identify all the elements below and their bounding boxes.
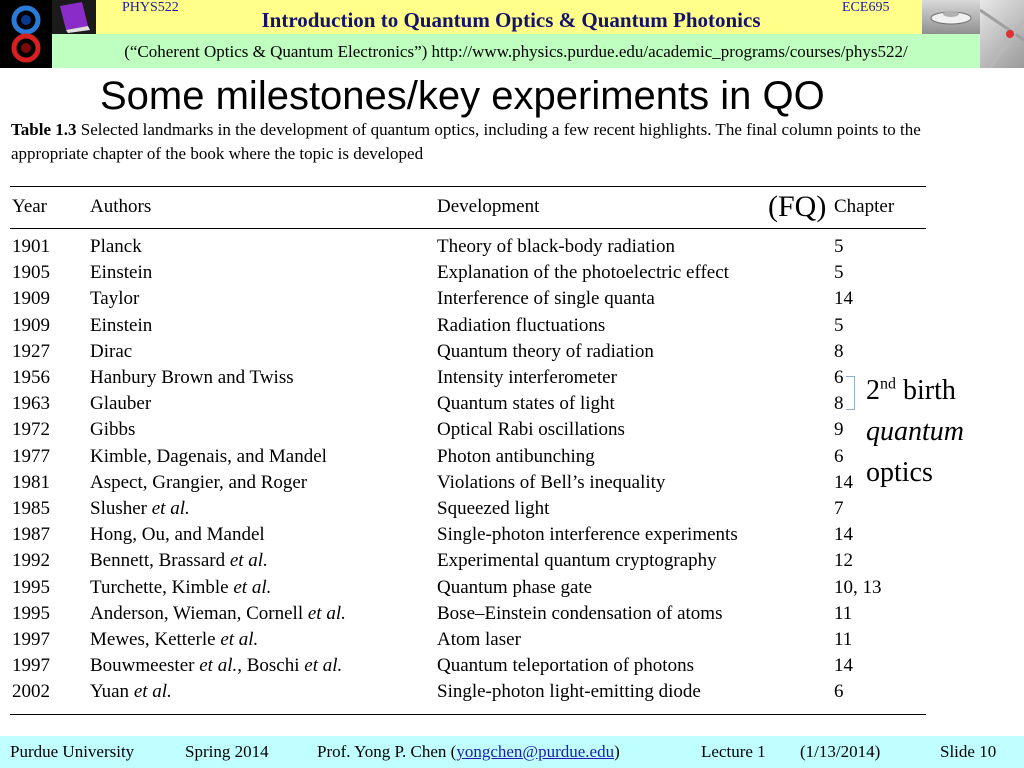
row-authors: Aspect, Grangier, and Roger	[90, 471, 308, 493]
row-year: 2002	[12, 681, 50, 703]
row-chapter: 5	[834, 262, 844, 284]
row-authors: Anderson, Wieman, Cornell et al.	[90, 602, 346, 624]
row-year: 1995	[12, 602, 50, 624]
row-chapter: 11	[834, 629, 853, 650]
footer-university: Purdue University	[10, 742, 135, 761]
row-development: Quantum theory of radiation	[437, 340, 654, 362]
row-development: Photon antibunching	[437, 445, 595, 467]
course-code-right: ECE695	[842, 0, 890, 15]
row-development: Theory of black-body radiation	[437, 236, 675, 257]
table-row	[10, 315, 926, 341]
row-authors: Turchette, Kimble et al.	[90, 576, 272, 598]
row-development: Single-photon light-emitting diode	[437, 681, 701, 703]
row-authors: Gibbs	[90, 419, 136, 441]
table-row	[10, 367, 926, 393]
table-row	[10, 419, 926, 445]
second-birth-note	[866, 370, 964, 493]
table-row	[10, 288, 926, 314]
row-authors: Slusher et al.	[90, 498, 190, 519]
row-development: Bose–Einstein condensation of atoms	[437, 602, 723, 624]
course-title: Introduction to Quantum Optics & Quantum Photonics	[261, 8, 761, 32]
row-chapter: 5	[834, 236, 844, 257]
book-icon	[52, 0, 96, 34]
row-year: 1956	[12, 367, 50, 388]
email-link[interactable]: yongchen@purdue.edu	[456, 742, 615, 761]
table-row	[10, 577, 926, 603]
row-year: 1987	[12, 524, 50, 546]
row-authors: Kimble, Dagenais, and Mandel	[90, 445, 327, 467]
table-row	[10, 498, 926, 524]
row-development: Quantum phase gate	[437, 576, 593, 598]
device-photo-icon	[922, 0, 980, 34]
row-year: 1997	[12, 629, 50, 650]
table-row	[10, 472, 926, 498]
row-authors: Einstein	[90, 262, 153, 284]
row-authors: Mewes, Ketterle et al.	[90, 629, 259, 650]
header-chapter: Chapter	[834, 196, 895, 217]
footer-lecture: Lecture 1	[701, 742, 766, 761]
note-line-3: optics	[866, 457, 933, 488]
row-authors: Einstein	[90, 314, 153, 336]
note-number: 2	[866, 375, 880, 406]
row-authors: Taylor	[90, 288, 140, 310]
row-chapter: 8	[834, 393, 844, 415]
row-year: 1985	[12, 498, 50, 519]
note-superscript: nd	[880, 375, 896, 393]
row-development: Optical Rabi oscillations	[437, 419, 625, 441]
waveguide-photo-icon	[980, 0, 1024, 68]
table-caption	[11, 118, 931, 166]
row-year: 1995	[12, 576, 50, 598]
row-chapter: 14	[834, 524, 853, 546]
row-chapter: 8	[834, 340, 844, 362]
note-line-2: quantum	[866, 416, 964, 447]
table-row	[10, 446, 926, 472]
instructor-close: )	[614, 742, 620, 761]
purdue-logo-icon	[0, 0, 52, 68]
row-year: 1901	[12, 236, 50, 257]
caption-text: Selected landmarks in the development of quantum optics, including a few recent highlights. The final column points to the appropriate chapter of the book where the topic is developed	[11, 120, 921, 163]
table-row	[10, 655, 926, 681]
footer-slide-number: Slide 10	[940, 742, 997, 761]
bottom-rule	[10, 714, 926, 715]
row-authors: Dirac	[90, 340, 133, 362]
row-year: 1981	[12, 471, 50, 493]
row-chapter: 14	[834, 288, 853, 310]
row-chapter: 7	[834, 498, 844, 519]
row-chapter: 9	[834, 419, 844, 441]
row-development: Interference of single quanta	[437, 288, 655, 310]
row-authors: Bennett, Brassard et al.	[90, 550, 268, 572]
row-authors: Hong, Ou, and Mandel	[90, 524, 265, 546]
caption-label: Table 1.3	[11, 120, 77, 139]
row-chapter: 6	[834, 681, 844, 703]
table-row	[10, 681, 926, 707]
row-development: Explanation of the photoelectric effect	[437, 262, 729, 284]
row-authors: Planck	[90, 236, 142, 257]
course-subtitle: (“Coherent Optics & Quantum Electronics”) http://www.physics.purdue.edu/academic_programs/courses/phys522/	[124, 42, 908, 61]
footer-instructor	[317, 742, 620, 762]
table-row	[10, 236, 926, 262]
row-chapter: 6	[834, 367, 844, 388]
header	[0, 0, 1024, 68]
row-development: Single-photon interference experiments	[437, 524, 738, 546]
row-chapter: 14	[834, 655, 853, 677]
row-development: Quantum teleportation of photons	[437, 655, 694, 677]
row-year: 1909	[12, 314, 50, 336]
table-row	[10, 603, 926, 629]
course-code-left: PHYS522	[122, 0, 179, 15]
row-development: Experimental quantum cryptography	[437, 550, 717, 572]
note-birth: birth	[896, 375, 956, 406]
slide-title: Some milestones/key experiments in QO	[100, 74, 825, 118]
header-authors: Authors	[90, 196, 152, 217]
row-development: Violations of Bell’s inequality	[437, 471, 666, 493]
row-chapter: 5	[834, 314, 844, 336]
header-development: Development	[437, 196, 540, 217]
row-year: 1963	[12, 393, 50, 415]
top-rule	[10, 186, 926, 187]
row-chapter: 6	[834, 445, 844, 467]
header-rule	[10, 228, 926, 229]
fq-label: (FQ)	[768, 190, 827, 223]
table-row	[10, 629, 926, 655]
table-row	[10, 262, 926, 288]
table-row	[10, 550, 926, 576]
row-development: Atom laser	[437, 629, 521, 650]
row-chapter: 14	[834, 471, 853, 493]
row-development: Squeezed light	[437, 498, 550, 519]
row-year: 1972	[12, 419, 50, 441]
row-year: 1977	[12, 445, 50, 467]
row-authors: Bouwmeester et al., Boschi et al.	[90, 655, 343, 677]
row-year: 1905	[12, 262, 50, 284]
row-year: 1927	[12, 340, 50, 362]
row-development: Radiation fluctuations	[437, 314, 606, 336]
row-chapter: 10, 13	[834, 576, 882, 598]
note-line-1	[866, 370, 964, 411]
row-authors: Glauber	[90, 393, 152, 415]
row-development: Intensity interferometer	[437, 367, 617, 388]
row-chapter: 11	[834, 602, 853, 624]
row-authors: Yuan et al.	[90, 681, 172, 703]
row-development: Quantum states of light	[437, 393, 615, 415]
row-authors: Hanbury Brown and Twiss	[90, 367, 294, 388]
header-year: Year	[12, 196, 48, 217]
subtitle-band	[52, 34, 980, 68]
table-row	[10, 524, 926, 550]
row-year: 1909	[12, 288, 50, 310]
row-year: 1997	[12, 655, 50, 677]
row-chapter: 12	[834, 550, 853, 572]
row-year: 1992	[12, 550, 50, 572]
table-row	[10, 393, 926, 419]
footer-date: (1/13/2014)	[800, 742, 881, 761]
instructor-name: Prof. Yong P. Chen (	[317, 742, 457, 761]
footer-term: Spring 2014	[185, 742, 269, 761]
footer	[0, 736, 1024, 768]
brace-marker	[846, 376, 855, 410]
table-row	[10, 341, 926, 367]
